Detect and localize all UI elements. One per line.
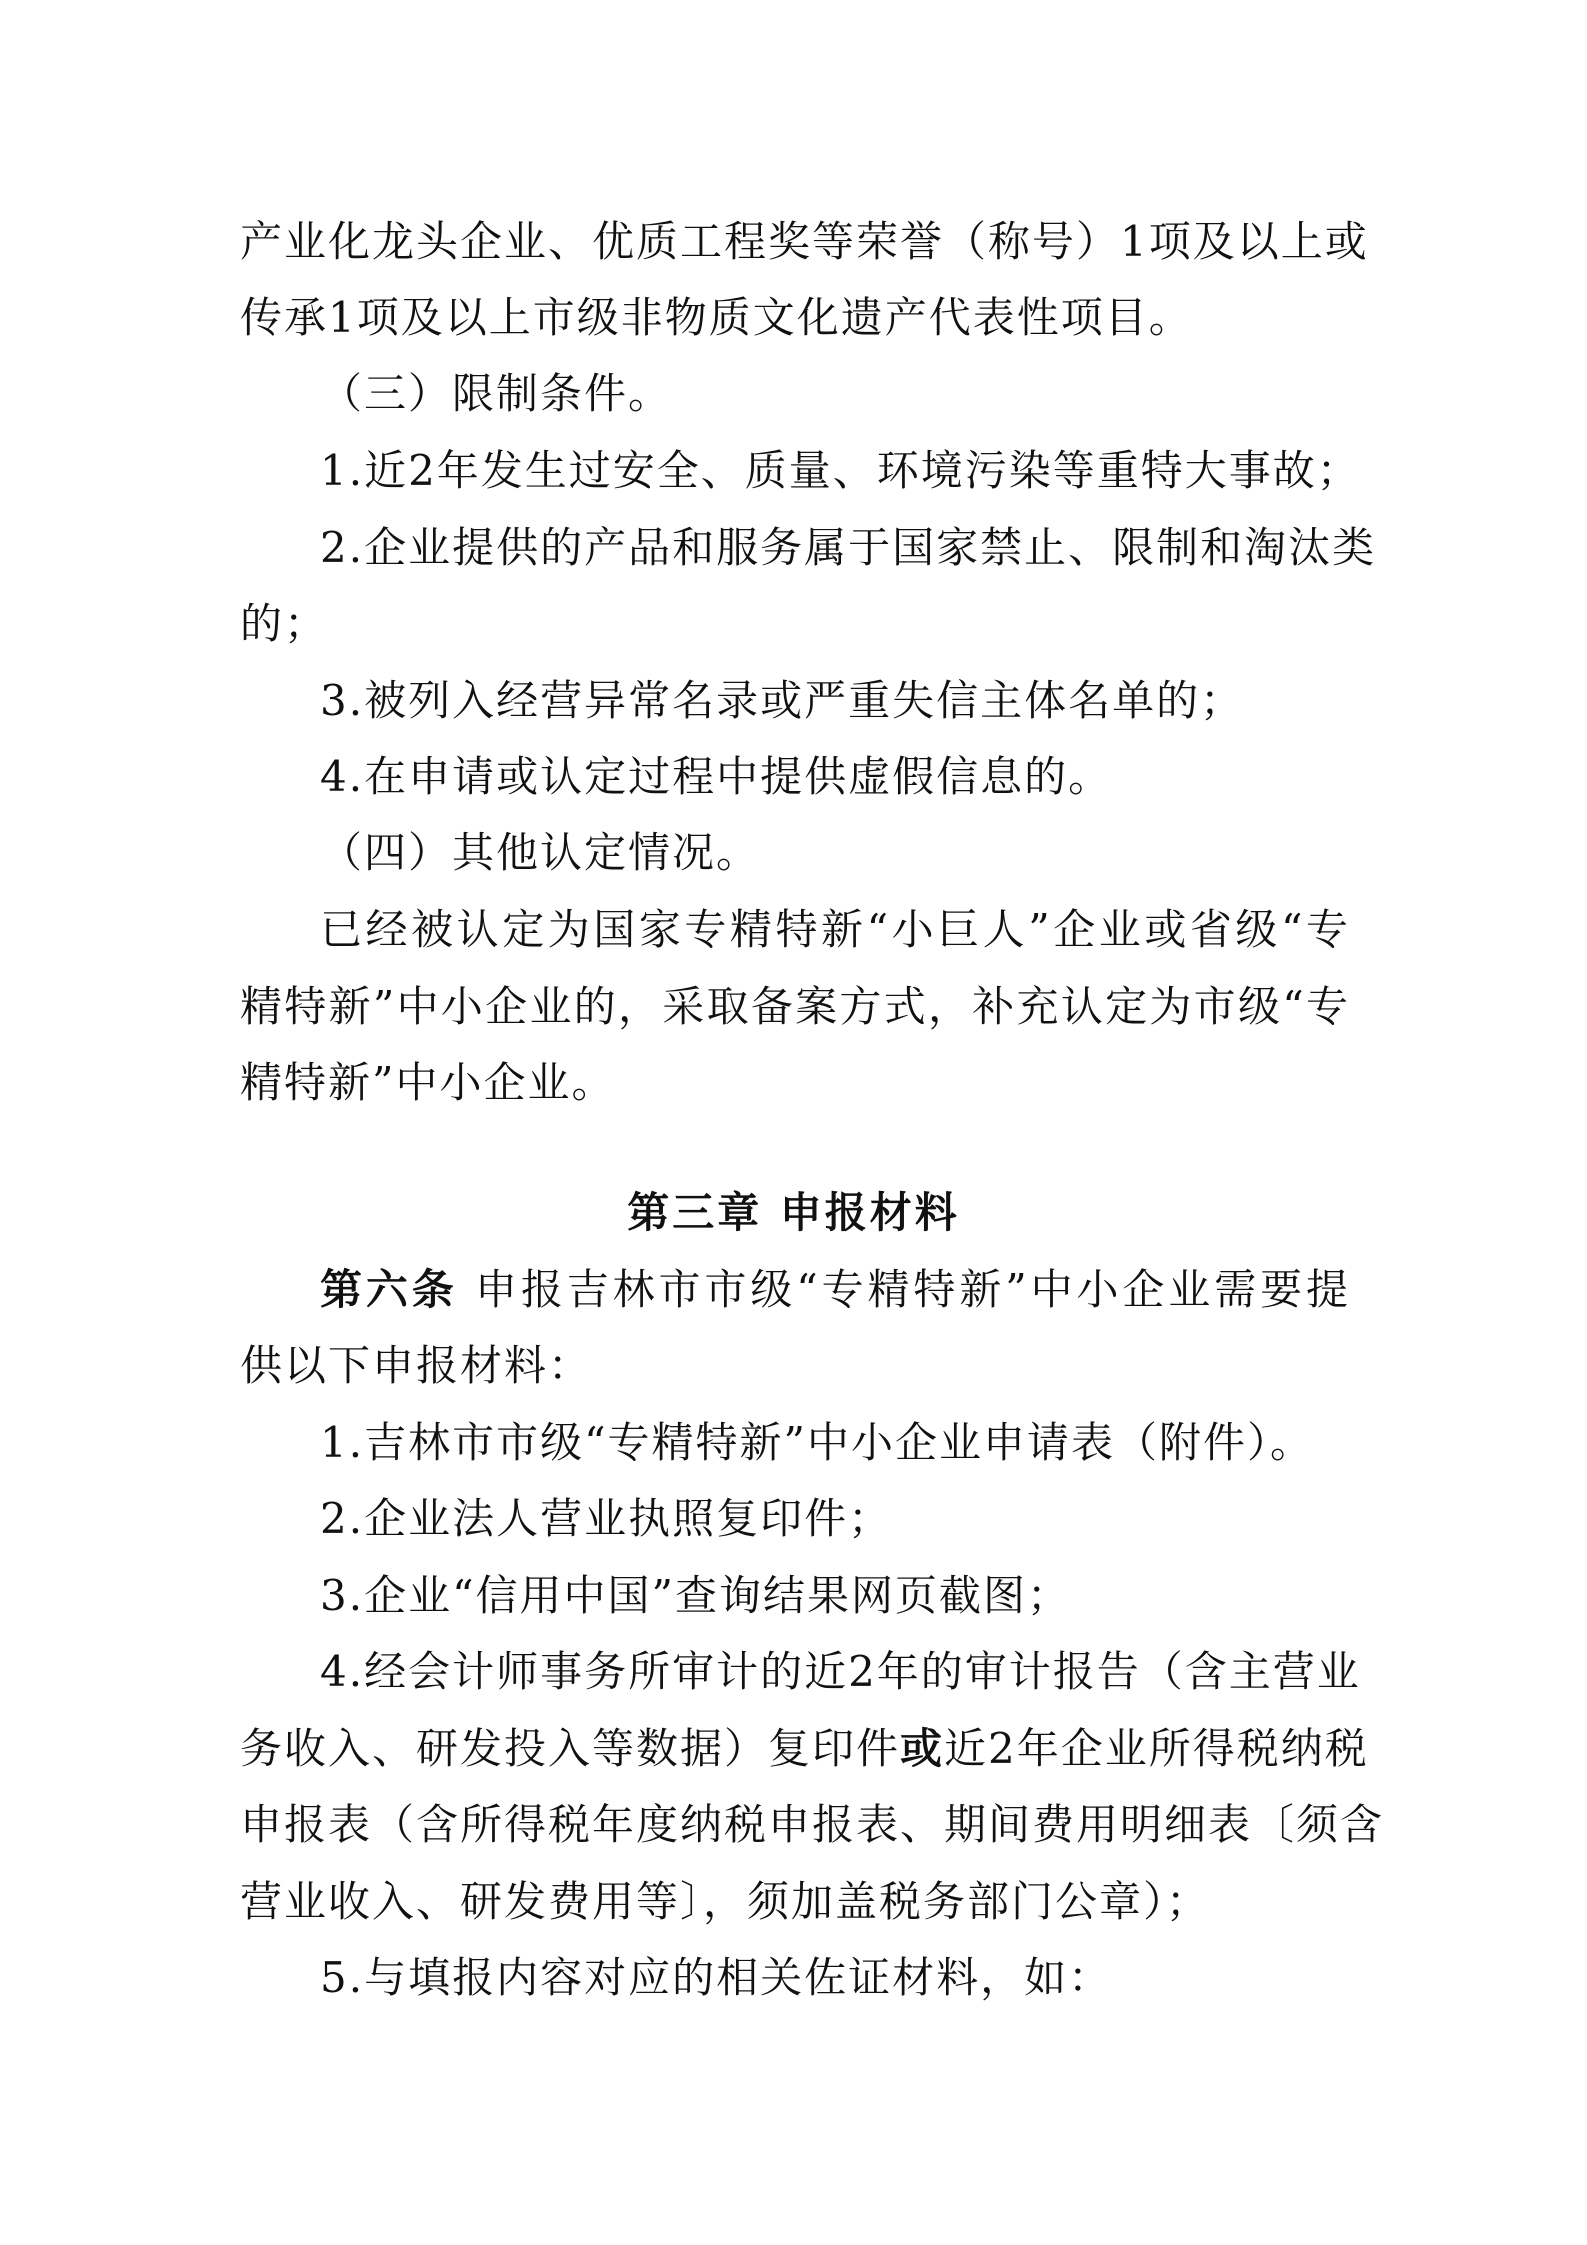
emphasis-text: 或 — [900, 1724, 945, 1773]
list-item: 3.企业“信用中国”查询结果网页截图； — [320, 1571, 1072, 1620]
article-text: 申报吉林市市级“专精特新”中小企业需要提 — [457, 1265, 1350, 1314]
section-heading: （三）限制条件。 — [320, 369, 673, 418]
text-segment: 近2年企业所得税纳税 — [944, 1724, 1369, 1773]
paragraph-line: 精特新”中小企业。 — [240, 1058, 616, 1107]
paragraph-line — [240, 1719, 1369, 1779]
list-item: 1.吉林市市级“专精特新”中小企业申请表（附件）。 — [320, 1418, 1315, 1467]
article-line — [320, 1260, 1350, 1320]
list-item: 2.企业法人营业执照复印件； — [320, 1494, 893, 1543]
list-item: 5.与填报内容对应的相关佐证材料，如： — [320, 1953, 1113, 2002]
article-number: 第六条 — [320, 1265, 458, 1314]
paragraph-line: 营业收入、研发费用等〕，须加盖税务部门公章）； — [240, 1877, 1211, 1926]
paragraph-line: 已经被认定为国家专精特新“小巨人”企业或省级“专 — [320, 905, 1350, 954]
list-item: 2.企业提供的产品和服务属于国家禁止、限制和淘汰类 — [320, 523, 1377, 572]
list-item: 3.被列入经营异常名录或严重失信主体名单的； — [320, 676, 1245, 725]
chapter-title: 第三章 申报材料 — [627, 1188, 960, 1237]
list-item: 1.近2年发生过安全、质量、环境污染等重特大事故； — [320, 446, 1361, 495]
paragraph-line: 申报表（含所得税年度纳税申报表、期间费用明细表〔须含 — [240, 1800, 1385, 1849]
paragraph-line: 的； — [240, 599, 329, 648]
text-segment: 务收入、研发投入等数据）复印件 — [240, 1724, 901, 1773]
section-heading: （四）其他认定情况。 — [320, 828, 761, 877]
paragraph-line: 传承1项及以上市级非物质文化遗产代表性项目。 — [240, 293, 1193, 342]
paragraph-line: 产业化龙头企业、优质工程奖等荣誉（称号）1项及以上或 — [240, 217, 1369, 266]
paragraph-line: 精特新”中小企业的，采取备案方式，补充认定为市级“专 — [240, 982, 1350, 1031]
list-item: 4.在申请或认定过程中提供虚假信息的。 — [320, 752, 1113, 801]
paragraph-line: 供以下申报材料： — [240, 1341, 593, 1390]
list-item: 4.经会计师事务所审计的近2年的审计报告（含主营业 — [320, 1647, 1361, 1696]
